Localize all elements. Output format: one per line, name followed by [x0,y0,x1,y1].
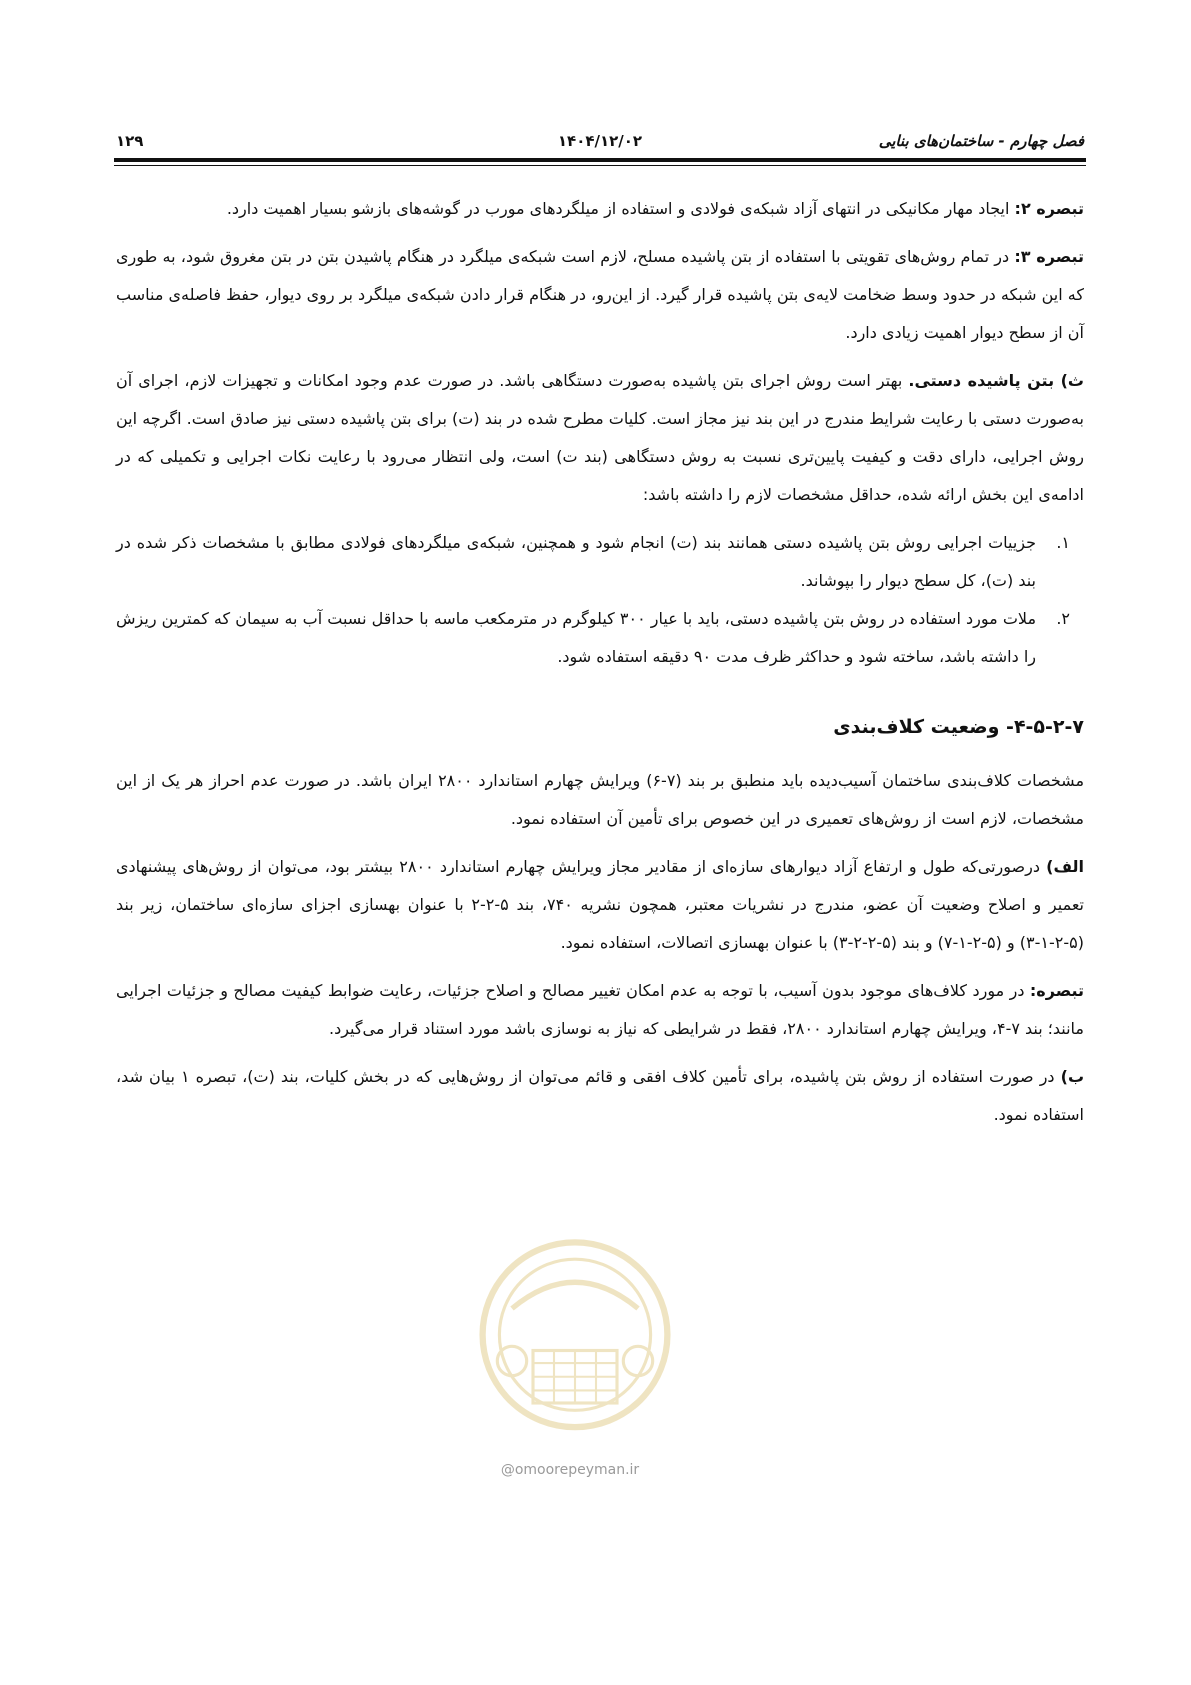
page-header [116,128,1084,158]
note-2-text: ایجاد مهار مکانیکی در انتهای آزاد شبکه‌ی فولادی و استفاده از میلگردهای مورب در گوشه‌های بازشو بسیار اهمیت دارد. [226,199,1015,218]
alef-text: درصورتی‌که طول و ارتفاع آزاد دیوارهای سازه‌ای از مقادیر مجاز ویرایش چهارم استاندارد ۲۸۰۰ بیشتر بود، می‌توان از روش‌های پیشنهادی تعمیر و اصلاح وضعیت آن عضو، مندرج در نشریات معتبر، همچون نشریه ۷۴۰، بند ۵-۲-۲ با عنوان بهسازی اجزای سازه‌ای ساختمان، زیر بند (۵-۲-۱-۳) و (۵-۲-۱-۷) و بند (۵-۲-۲-۳) با عنوان بهسازی اتصالات، استفاده نمود. [116,857,1085,952]
header-rule-thick [114,158,1086,162]
manual-shotcrete-text: بهتر است روش اجرای بتن پاشیده به‌صورت دستگاهی باشد. در صورت عدم وجود امکانات و تجهیزات لازم، اجرای آن به‌صورت دستی با رعایت شرایط مندرج در این بند نیز مجاز است. کلیات مطرح شده در بند (ت) برای بتن پاشیده دستی نیز صادق است. اگرچه این روش اجرایی، دارای دقت و کیفیت پایین‌تری نسبت به روش دستگاهی (بند ت) است، ولی انتظار می‌رود با رعایت نکات اجرایی و تکمیلی که در ادامه‌ی این بخش ارائه شده، حداقل مشخصات لازم را داشته باشد: [116,371,1084,504]
beh-paragraph [116,1058,1084,1134]
list-item [116,600,1084,676]
note-b-paragraph [116,972,1084,1048]
section-heading: ۴-۵-۲-۷- وضعیت کلاف‌بندی [833,716,1084,738]
page-body [116,190,1084,1144]
list-item-number: ۲. [1056,609,1070,628]
watermark-logo [470,1235,680,1445]
note-3-paragraph [116,238,1084,352]
note-2-label: تبصره ۲: [1014,199,1084,218]
manual-shotcrete-paragraph [116,362,1084,514]
header-rule-thin [114,165,1086,166]
note-b-text: در مورد کلاف‌های موجود بدون آسیب، با توجه به عدم امکان تغییر مصالح و اصلاح جزئیات، رعایت ضوابط کیفیت مصالح و جزئیات اجرایی مانند؛ بند ۷-۴، ویرایش چهارم استاندارد ۲۸۰۰، فقط در شرایطی که نیاز به نوسازی باشد مورد استناد قرار می‌گیرد. [116,981,1084,1038]
list-item-number: ۱. [1056,533,1070,552]
beh-text: در صورت استفاده از روش بتن پاشیده، برای تأمین کلاف افقی و قائم می‌توان از روش‌هایی که در بخش کلیات، بند (ت)، تبصره ۱ بیان شد، استفاده نمود. [116,1067,1084,1124]
header-date: ۱۴۰۴/۱۲/۰۲ [557,132,643,150]
manual-shotcrete-label: ث) بتن پاشیده دستی. [908,371,1084,390]
alef-paragraph [116,848,1084,962]
note-3-text: در تمام روش‌های تقویتی با استفاده از بتن پاشیده مسلح، لازم است شبکه‌ی میلگرد در هنگام پاشیدن بتن در بتن مغروق شود، به طوری که این شبکه در حدود وسط ضخامت لایه‌ی بتن پاشیده قرار گیرد. از این‌رو، در هنگام قرار دادن شبکه‌ی میلگرد بر روی دیوار، حفظ فاصله‌ی مناسب آن از سطح دیوار اهمیت زیادی دارد. [116,247,1084,342]
note-2-paragraph [116,190,1084,228]
page-number: ۱۲۹ [116,132,144,150]
list-item-text: جزییات اجرایی روش بتن پاشیده دستی همانند بند (ت) انجام شود و همچنین، شبکه‌ی میلگردهای فولادی مطابق با مشخصات ذکر شده در بند (ت)، کل سطح دیوار را بپوشاند. [116,533,1036,590]
list-item-text: ملات مورد استفاده در روش بتن پاشیده دستی، باید با عیار ۳۰۰ کیلوگرم در مترمکعب ماسه با حداقل نسبت آب به سیمان که کمترین ریزش را داشته باشد، ساخته شود و حداکثر ظرف مدت ۹۰ دقیقه استفاده شود. [116,609,1037,666]
chapter-title: فصل چهارم - ساختمان‌های بنایی [878,132,1084,150]
beh-label: ب) [1060,1067,1085,1086]
list-item [116,524,1084,600]
requirements-list [116,524,1084,676]
section-intro-paragraph: مشخصات کلاف‌بندی ساختمان آسیب‌دیده باید منطبق بر بند (۷-۶) ویرایش چهارم استاندارد ۲۸۰۰ ایران باشد. در صورت عدم احراز هر یک از این مشخصات، لازم است از روش‌های تعمیری در این خصوص برای تأمین آن استفاده نمود. [116,771,1085,828]
note-3-label: تبصره ۳: [1014,247,1085,266]
watermark-url: @omoorepeyman.ir [500,1462,640,1478]
alef-label: الف) [1046,857,1085,876]
note-b-label: تبصره: [1029,981,1084,1000]
